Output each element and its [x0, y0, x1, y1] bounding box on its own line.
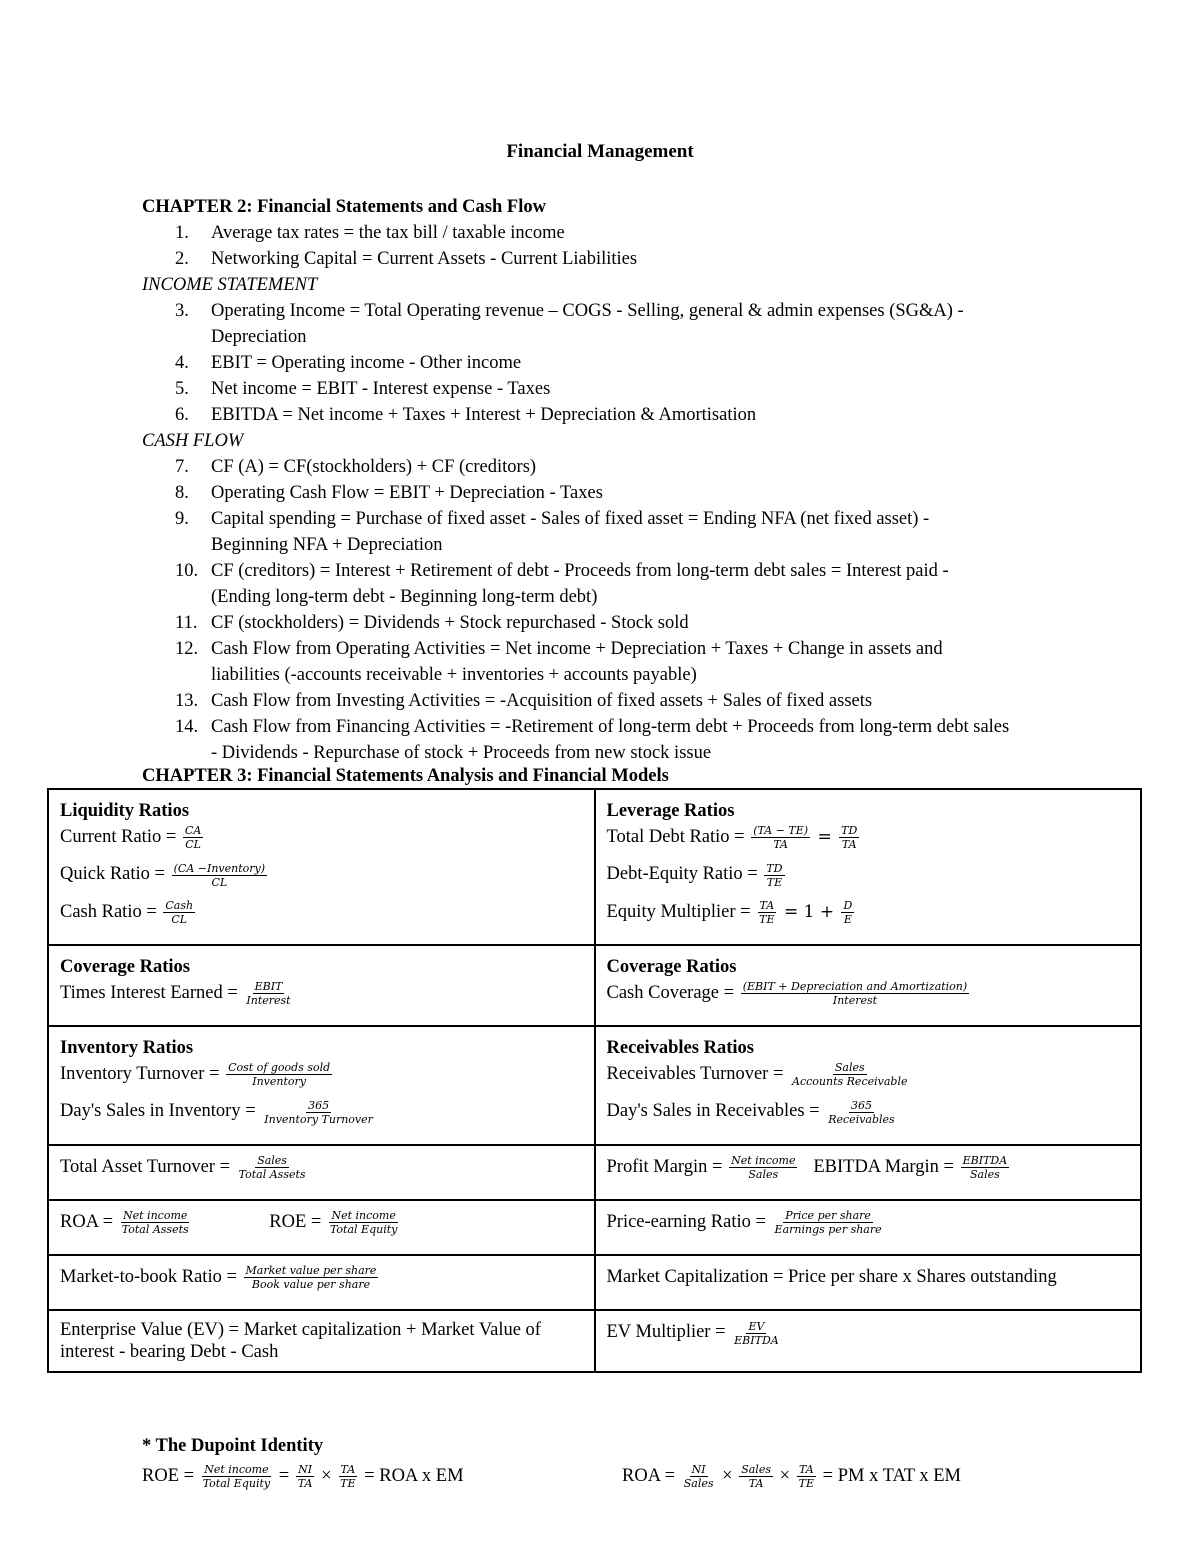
list-item-number: 8.	[175, 483, 189, 503]
list-item	[142, 688, 1102, 714]
roe: ROE = $\frac{\text{Net income}}{\text{Total Equity}}$	[269, 1209, 398, 1236]
inventory-ratios-heading: Inventory Ratios	[60, 1038, 194, 1058]
table-row	[48, 789, 1141, 945]
dupont-section	[142, 1436, 1142, 1503]
chapter2-list-c	[142, 454, 1102, 766]
dupont-row	[142, 1463, 1142, 1503]
list-item-number: 3.	[175, 301, 189, 321]
receivables-ratios-cell	[595, 1026, 1142, 1145]
list-item-line: Beginning NFA + Depreciation	[211, 535, 443, 555]
liquidity-ratios-heading: Liquidity Ratios	[60, 801, 190, 821]
list-item-line: Average tax rates = the tax bill / taxable income	[211, 223, 565, 243]
cash-coverage: Cash Coverage = $\frac{\text{(EBIT + Depreciation and Amortization)}}{\text{Interest}}$	[606, 980, 968, 1007]
list-item-line: CF (creditors) = Interest + Retirement of debt - Proceeds from long-term debt sales = Interest paid -	[211, 561, 949, 581]
pe-cell	[595, 1200, 1142, 1255]
list-item-number: 7.	[175, 457, 189, 477]
days-sales-in-receivables: Day's Sales in Receivables = $\frac{365}{\text{Receivables}}$	[606, 1098, 895, 1126]
margins-line	[607, 1154, 1131, 1181]
list-item-number: 4.	[175, 353, 189, 373]
list-item-number: 13.	[175, 691, 199, 711]
list-item-line: EBIT = Operating income - Other income	[211, 353, 522, 373]
roa: ROA = $\frac{\text{Net income}}{\text{Total Assets}}$	[60, 1209, 189, 1236]
chapter2-section	[142, 194, 1102, 766]
list-item	[142, 506, 1102, 558]
days-sales-in-inventory: Day's Sales in Inventory = $\frac{365}{\text{Inventory Turnover}}$	[60, 1098, 373, 1126]
list-item-line: Cash Flow from Operating Activities = Net income + Depreciation + Taxes + Change in assets and	[211, 639, 943, 659]
list-item	[142, 714, 1102, 766]
equity-multiplier: Equity Multiplier = $\frac{TA}{TE}$ = 1 + $\frac{D}{E}$	[606, 898, 853, 926]
list-item-number: 14.	[175, 717, 199, 737]
list-item	[142, 636, 1102, 688]
list-item	[142, 220, 1102, 246]
list-item-line: CF (A) = CF(stockholders) + CF (creditors)	[211, 457, 537, 477]
list-item-number: 9.	[175, 509, 189, 529]
market-capitalization: Market Capitalization = Price per share x Shares outstanding	[606, 1267, 1057, 1287]
cash-ratio: Cash Ratio = $\frac{\text{Cash}}{CL}$	[60, 898, 194, 926]
list-item-line: Networking Capital = Current Assets - Current Liabilities	[211, 249, 638, 269]
dupont-heading: * The Dupoint Identity	[142, 1436, 324, 1456]
table-row	[48, 1145, 1141, 1200]
leverage-ratios-cell	[595, 789, 1142, 945]
list-item	[142, 246, 1102, 272]
debt-equity-ratio: Debt-Equity Ratio = $\frac{TD}{TE}$	[606, 861, 783, 889]
table-row	[48, 1255, 1141, 1310]
times-interest-earned: Times Interest Earned = $\frac{\text{EBIT}}{\text{Interest}}$	[60, 980, 291, 1007]
list-item-number: 1.	[175, 223, 189, 243]
liquidity-ratios-cell	[48, 789, 595, 945]
list-item-line: liabilities (-accounts receivable + inventories + accounts payable)	[211, 665, 697, 685]
cash-flow-heading: CASH FLOW	[142, 431, 244, 451]
coverage-ratios-right-cell	[595, 945, 1142, 1026]
list-item-line: Cash Flow from Financing Activities = -Retirement of long-term debt + Proceeds from long-term debt sales	[211, 717, 1010, 737]
mtb-cell	[48, 1255, 595, 1310]
income-statement-heading: INCOME STATEMENT	[142, 275, 318, 295]
inventory-ratios-cell	[48, 1026, 595, 1145]
list-item	[142, 298, 1102, 350]
list-item-line: Operating Income = Total Operating revenue – COGS - Selling, general & admin expenses (SG&A) -	[211, 301, 964, 321]
list-item-number: 10.	[175, 561, 199, 581]
list-item-line: CF (stockholders) = Dividends + Stock repurchased - Stock sold	[211, 613, 689, 633]
market-to-book-ratio: Market-to-book Ratio = $\frac{\text{Market value per share}}{\text{Book value per share}}$	[60, 1264, 377, 1292]
enterprise-value: Enterprise Value (EV) = Market capitalization + Market Value of interest - bearing Debt - Cash	[60, 1320, 541, 1363]
list-item	[142, 454, 1102, 480]
leverage-ratios-heading: Leverage Ratios	[606, 801, 735, 821]
roa-roe-line	[60, 1209, 584, 1236]
list-item-number: 12.	[175, 639, 199, 659]
list-item-number: 5.	[175, 379, 189, 399]
table-row	[48, 1200, 1141, 1255]
price-earning-ratio: Price-earning Ratio = $\frac{\text{Price per share}}{\text{Earnings per share}}$	[606, 1209, 882, 1236]
list-item-number: 2.	[175, 249, 189, 269]
dupont-roe: ROE = $\frac{\text{Net income}}{\text{Total Equity}}$ = $\frac{NI}{TA}$ × $\frac{TA}{TE}$ = ROA x EM	[142, 1463, 464, 1490]
current-ratio: Current Ratio = $\frac{CA}{CL}$	[60, 824, 202, 852]
ebitda-margin: EBITDA Margin = $\frac{\text{EBITDA}}{\text{Sales}}$	[813, 1153, 1008, 1181]
ev-multiplier-cell	[595, 1310, 1142, 1372]
margins-cell	[595, 1145, 1142, 1200]
list-item-number: 11.	[175, 613, 198, 633]
list-item	[142, 558, 1102, 610]
coverage-ratios-left-cell	[48, 945, 595, 1026]
table-row	[48, 1026, 1141, 1145]
total-debt-ratio: Total Debt Ratio = $\frac{(TA - TE)}{TA}$ = $\frac{TD}{TA}$	[606, 824, 858, 852]
chapter2-heading: CHAPTER 2: Financial Statements and Cash Flow	[142, 197, 546, 217]
list-item	[142, 610, 1102, 636]
profit-margin: Profit Margin = $\frac{\text{Net income}}{\text{Sales}}$	[606, 1153, 796, 1181]
chapter2-list-b	[142, 298, 1102, 428]
list-item-number: 6.	[175, 405, 189, 425]
table-row	[48, 945, 1141, 1026]
quick-ratio: Quick Ratio = $\frac{\text{(CA −Inventory)}}{CL}$	[60, 861, 266, 889]
chapter3-heading: CHAPTER 3: Financial Statements Analysis and Financial Models	[142, 766, 669, 786]
list-item-line: Operating Cash Flow = EBIT + Depreciation - Taxes	[211, 483, 603, 503]
document-title: Financial Management	[506, 141, 694, 162]
dupont-roa: ROA = $\frac{NI}{\text{Sales}}$ × $\frac{\text{Sales}}{TA}$ × $\frac{TA}{TE}$ = PM x TAT x EM	[622, 1463, 961, 1490]
ratios-table	[47, 788, 1142, 1373]
ev-cell	[48, 1310, 595, 1372]
list-item	[142, 350, 1102, 376]
list-item-line: - Dividends - Repurchase of stock + Proceeds from new stock issue	[211, 743, 712, 763]
coverage-ratios-heading: Coverage Ratios	[60, 956, 190, 977]
list-item-line: (Ending long-term debt - Beginning long-term debt)	[211, 587, 598, 607]
list-item-line: Net income = EBIT - Interest expense - Taxes	[211, 379, 551, 399]
ev-multiplier: EV Multiplier = $\frac{EV}{\text{EBITDA}}$	[606, 1319, 779, 1347]
list-item-line: EBITDA = Net income + Taxes + Interest + Depreciation & Amortisation	[211, 405, 757, 425]
list-item	[142, 376, 1102, 402]
list-item	[142, 480, 1102, 506]
market-cap-cell	[595, 1255, 1142, 1310]
list-item-line: Depreciation	[211, 327, 307, 347]
receivables-turnover: Receivables Turnover = $\frac{\text{Sales}}{\text{Accounts Receivable}}$	[606, 1061, 908, 1089]
table-row	[48, 1310, 1141, 1372]
chapter2-list-a	[142, 220, 1102, 272]
list-item-line: Cash Flow from Investing Activities = -Acquisition of fixed assets + Sales of fixed assets	[211, 691, 873, 711]
list-item-line: Capital spending = Purchase of fixed asset - Sales of fixed asset = Ending NFA (net fixed asset) -	[211, 509, 930, 529]
list-item	[142, 402, 1102, 428]
total-asset-turnover: Total Asset Turnover = $\frac{\text{Sales}}{\text{Total Assets}}$	[60, 1153, 306, 1181]
total-asset-turnover-cell	[48, 1145, 595, 1200]
inventory-turnover: Inventory Turnover = $\frac{\text{Cost of goods sold}}{\text{Inventory}}$	[60, 1061, 331, 1089]
roa-roe-cell	[48, 1200, 595, 1255]
receivables-ratios-heading: Receivables Ratios	[606, 1038, 754, 1058]
coverage-ratios-heading: Coverage Ratios	[606, 956, 737, 977]
